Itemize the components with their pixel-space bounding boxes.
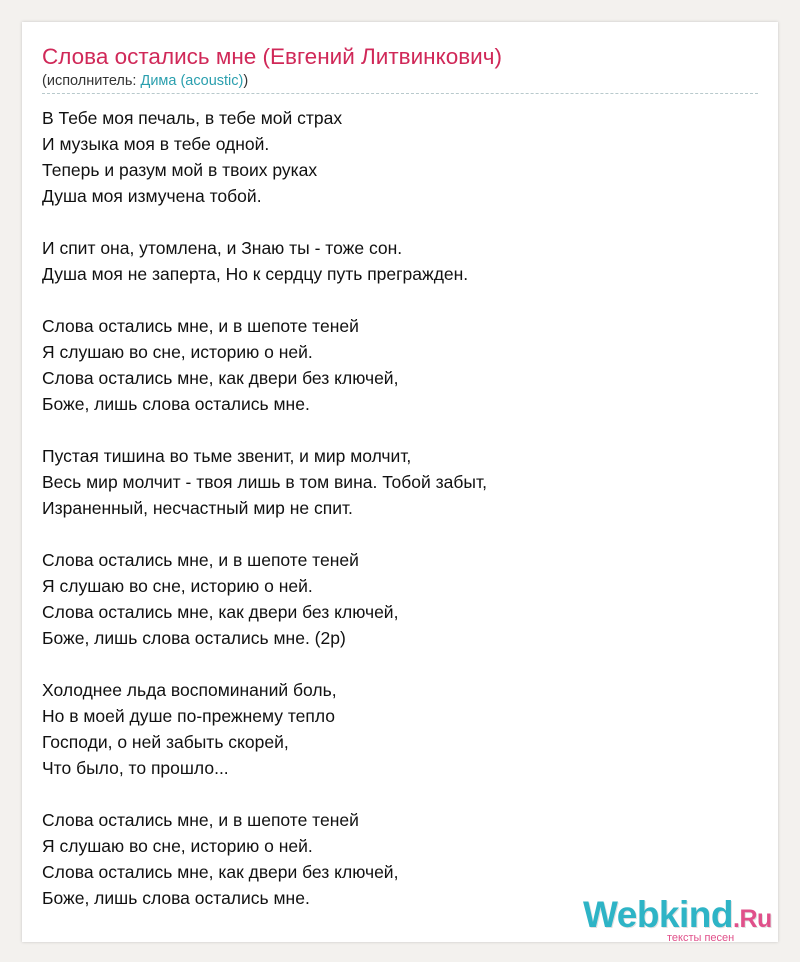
lyrics-text	[42, 105, 487, 937]
lyrics-line: Весь мир молчит - твоя лишь в том вина. Тобой забыт,	[42, 472, 487, 492]
lyrics-line: Что было, то прошло...	[42, 758, 229, 778]
lyrics-line: Я слушаю во сне, историю о ней.	[42, 576, 313, 596]
page-title: Слова остались мне (Евгений Литвинкович)	[42, 44, 502, 69]
lyrics-line: Но в моей душе по-прежнему тепло	[42, 706, 336, 726]
lyrics-line: Душа моя измучена тобой.	[42, 186, 262, 206]
artist-close-paren: )	[243, 73, 249, 89]
lyrics-line: Теперь и разум мой в твоих руках	[42, 160, 318, 180]
artist-line	[42, 73, 248, 89]
lyrics-stanza	[42, 443, 487, 521]
lyrics-line: Господи, о ней забыть скорей,	[42, 732, 289, 752]
lyrics-line: Душа моя не заперта, Но к сердцу путь прегражден.	[42, 264, 469, 284]
lyrics-line: Слова остались мне, и в шепоте теней	[42, 316, 359, 336]
lyrics-stanza	[42, 547, 487, 651]
logo-tagline: тексты песен	[667, 932, 735, 944]
lyrics-stanza	[42, 105, 487, 209]
lyrics-stanza	[42, 313, 487, 417]
artist-link[interactable]: Дима (acoustic)	[140, 73, 244, 89]
lyrics-card	[22, 22, 778, 942]
lyrics-line: Слова остались мне, и в шепоте теней	[42, 810, 359, 830]
lyrics-line: Я слушаю во сне, историю о ней.	[42, 836, 313, 856]
lyrics-line: Холоднее льда воспоминаний боль,	[42, 680, 337, 700]
lyrics-line: Израненный, несчастный мир не спит.	[42, 498, 353, 518]
artist-label: исполнитель:	[46, 73, 141, 89]
lyrics-stanza	[42, 677, 487, 781]
lyrics-line: И спит она, утомлена, и Знаю ты - тоже сон.	[42, 238, 403, 258]
artist-open-paren: (	[42, 73, 47, 89]
logo-main-text: Webkind	[583, 894, 733, 935]
lyrics-line: И музыка моя в тебе одной.	[42, 134, 270, 154]
lyrics-line: Боже, лишь слова остались мне.	[42, 394, 310, 414]
lyrics-line: Боже, лишь слова остались мне. (2р)	[42, 628, 346, 648]
lyrics-line: Слова остались мне, и в шепоте теней	[42, 550, 359, 570]
lyrics-line: Боже, лишь слова остались мне.	[42, 888, 310, 908]
logo-wordmark	[583, 894, 772, 936]
lyrics-line: Пустая тишина во тьме звенит, и мир молчит,	[42, 446, 412, 466]
lyrics-stanza	[42, 235, 487, 287]
lyrics-line: Слова остались мне, как двери без ключей,	[42, 862, 399, 882]
lyrics-line: Слова остались мне, как двери без ключей,	[42, 368, 399, 388]
title-divider	[42, 93, 758, 94]
logo-tld: .Ru	[733, 905, 772, 933]
lyrics-line: Я слушаю во сне, историю о ней.	[42, 342, 313, 362]
webkind-logo[interactable]	[583, 894, 783, 942]
lyrics-line: В Тебе моя печаль, в тебе мой страх	[42, 108, 343, 128]
lyrics-stanza	[42, 807, 487, 911]
lyrics-line: Слова остались мне, как двери без ключей,	[42, 602, 399, 622]
